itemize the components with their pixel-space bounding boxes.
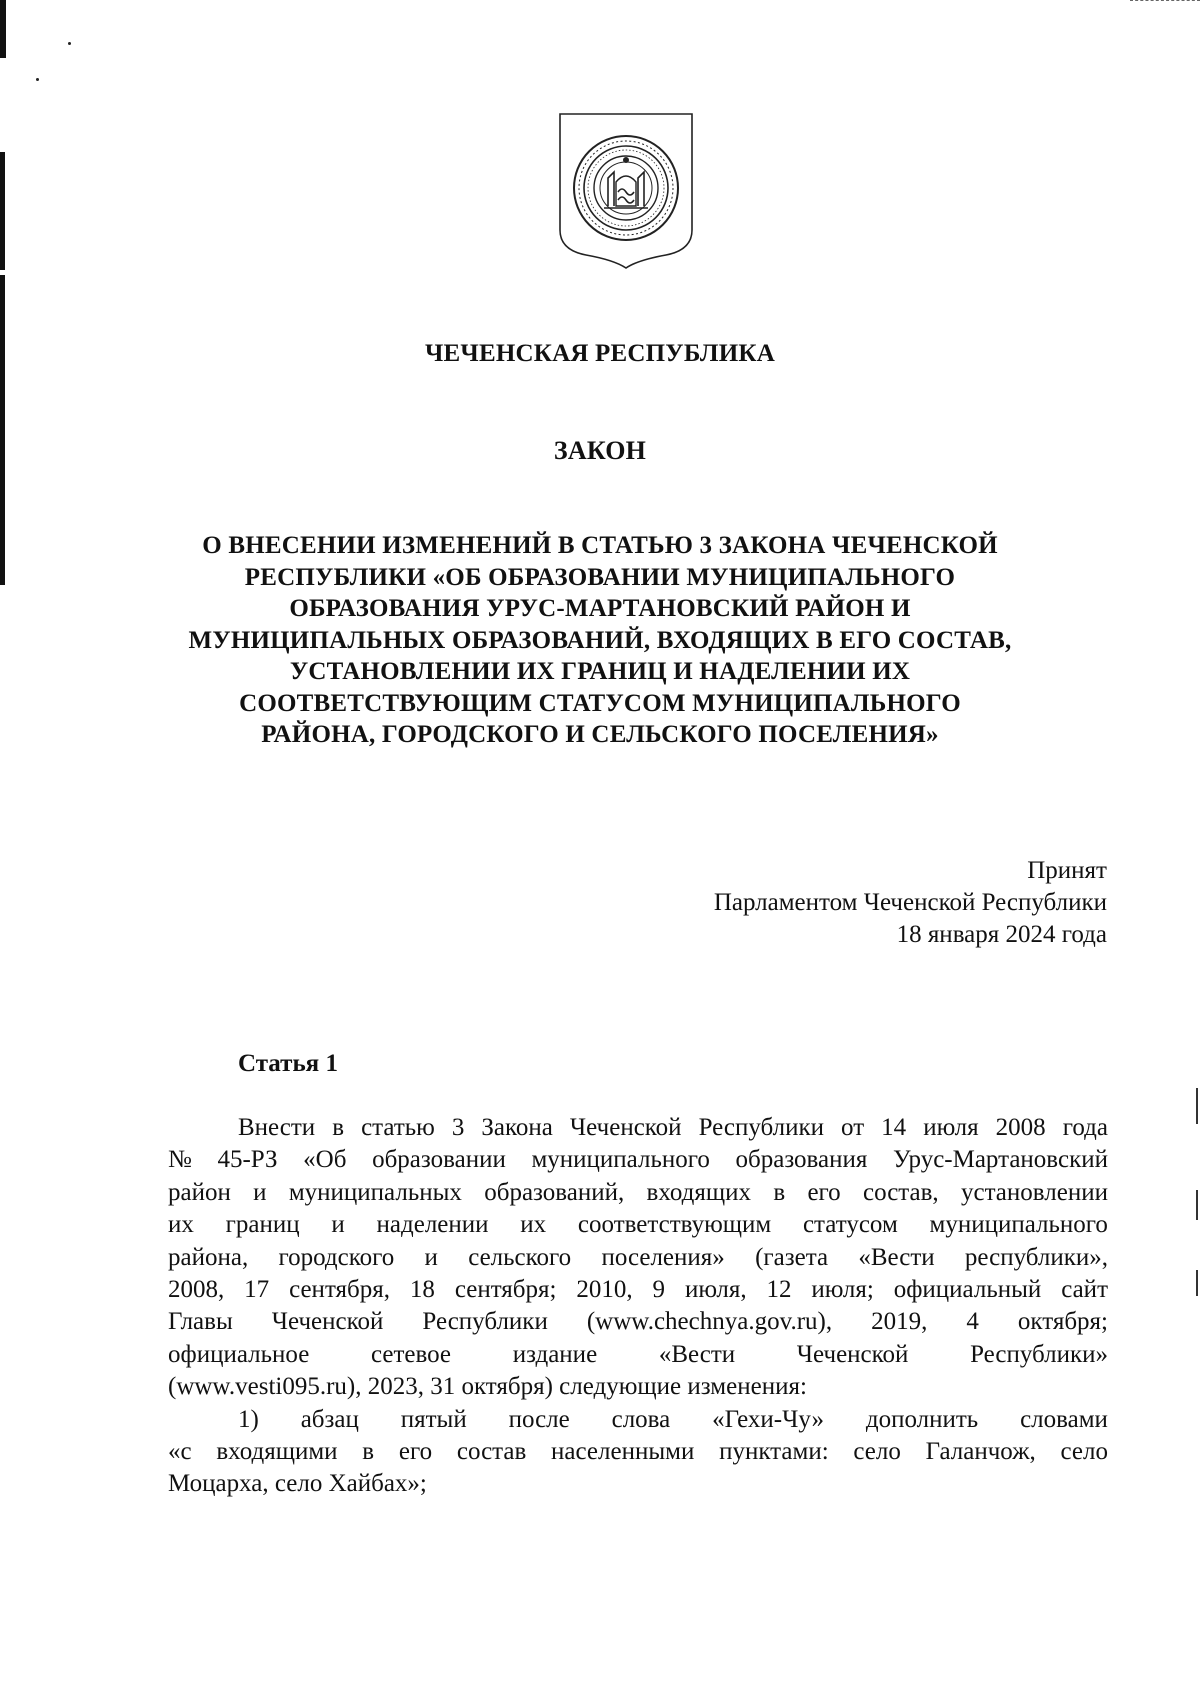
article-word: июля; — [811, 1276, 874, 1304]
law-title — [0, 530, 1200, 751]
article-heading: Статья 1 — [238, 1050, 338, 1077]
article-line-text: (www.vesti095.ru), 2023, 31 октября) следующие изменения: — [168, 1373, 807, 1401]
article-word: пятый — [400, 1405, 467, 1433]
article-word: и — [331, 1211, 345, 1239]
scan-edge-mark — [0, 152, 5, 270]
article-word: муниципального — [531, 1146, 710, 1174]
article-line — [168, 1339, 1108, 1371]
law-title-line: О ВНЕСЕНИИ ИЗМЕНЕНИЙ В СТАТЬЮ 3 ЗАКОНА ЧЕЧЕНСКОЙ — [202, 532, 998, 559]
scan-edge-mark — [1130, 0, 1200, 3]
law-title-line: РАЙОНА, ГОРОДСКОГО И СЕЛЬСКОГО ПОСЕЛЕНИЯ» — [261, 721, 939, 748]
article-word: Чеченской — [569, 1114, 682, 1141]
article-word: 3 — [451, 1114, 465, 1141]
article-word: Главы — [168, 1308, 233, 1336]
article-line — [168, 1209, 1108, 1241]
article-word: образований, — [484, 1178, 625, 1206]
article-word: после — [508, 1405, 570, 1433]
article-word: (www.chechnya.gov.ru), — [586, 1308, 833, 1336]
adoption-line: Парламентом Чеченской Республики — [713, 889, 1107, 916]
article-word: официальный — [893, 1276, 1042, 1304]
article-word: 14 — [881, 1114, 907, 1141]
article-word: состав, — [862, 1178, 939, 1206]
article-line — [168, 1371, 1108, 1403]
article-word: слова — [611, 1405, 671, 1433]
article-word: Республики — [698, 1114, 824, 1141]
article-word: 1) — [238, 1405, 259, 1433]
article-word: состав — [456, 1438, 527, 1466]
article-word: «Вести — [658, 1340, 736, 1368]
article-word: образовании — [372, 1146, 506, 1174]
article-word: словами — [1020, 1405, 1108, 1433]
adoption-date: 18 января 2024 года — [896, 921, 1107, 948]
adoption-line: Принят — [1027, 857, 1107, 884]
article-word: городского — [278, 1243, 395, 1271]
law-title-line: ОБРАЗОВАНИЯ УРУС-МАРТАНОВСКИЙ РАЙОН И — [289, 595, 911, 622]
scan-edge-mark — [1196, 1190, 1198, 1220]
article-word: Республики» — [970, 1340, 1108, 1368]
document-type-heading: ЗАКОН — [553, 436, 647, 465]
article-word: и — [424, 1243, 438, 1271]
article-word: Внести — [238, 1114, 316, 1141]
article-line — [168, 1306, 1108, 1338]
article-word: 18 — [409, 1276, 435, 1304]
article-word: (газета — [755, 1243, 829, 1271]
article-word: «с — [168, 1438, 192, 1466]
article-word: статью — [361, 1114, 435, 1141]
article-word: 9 — [652, 1276, 666, 1304]
article-word: от — [841, 1114, 865, 1141]
article-word: октября; — [1017, 1308, 1108, 1336]
article-word: населенными — [551, 1438, 695, 1466]
article-word: 2019, — [871, 1308, 928, 1336]
article-word: 45-РЗ — [217, 1146, 278, 1174]
article-word: «Вести — [858, 1243, 935, 1271]
law-title-line: УСТАНОВЛЕНИИ ИХ ГРАНИЦ И НАДЕЛЕНИИ ИХ — [289, 658, 911, 685]
article-word: 2010, — [576, 1276, 633, 1304]
law-title-line: РЕСПУБЛИКИ «ОБ ОБРАЗОВАНИИ МУНИЦИПАЛЬНОГО — [244, 563, 956, 591]
article-word: село — [853, 1438, 901, 1466]
article-word: сетевое — [370, 1340, 452, 1368]
scan-edge-mark — [0, 0, 6, 58]
article-line — [168, 1468, 1108, 1500]
article-word: района, — [168, 1243, 249, 1271]
article-word: район — [168, 1178, 231, 1206]
article-word: Республики — [422, 1308, 548, 1336]
article-word: Урус-Мартановский — [893, 1146, 1108, 1174]
article-word: издание — [512, 1340, 598, 1368]
article-word: границ — [225, 1211, 300, 1239]
article-word: Чеченской — [271, 1308, 384, 1336]
article-word: 2008, — [168, 1276, 225, 1304]
article-word: 12 — [766, 1276, 792, 1304]
article-word: Чеченской — [796, 1340, 909, 1368]
article-word: его — [398, 1438, 433, 1466]
article-word: образования — [735, 1146, 868, 1174]
adoption-block — [714, 855, 1107, 951]
article-line-text: Моцарха, село Хайбах»; — [168, 1470, 427, 1498]
coat-of-arms-icon — [556, 110, 696, 270]
article-word: пунктами: — [719, 1438, 829, 1466]
article-word: Галанчож, — [925, 1438, 1036, 1466]
article-word: абзац — [300, 1405, 359, 1433]
article-word: сельского — [468, 1243, 572, 1271]
article-word: сентября; — [454, 1276, 557, 1304]
scan-speck — [36, 78, 39, 81]
article-word: республики», — [964, 1243, 1108, 1271]
article-word: поселения» — [601, 1243, 725, 1271]
article-word: и — [253, 1178, 267, 1206]
article-word: их — [168, 1211, 194, 1239]
article-word: наделении — [376, 1211, 489, 1239]
article-line — [168, 1144, 1108, 1176]
scan-edge-mark — [1196, 1088, 1198, 1124]
article-word: соответствующим — [577, 1211, 772, 1239]
article-line — [168, 1436, 1108, 1468]
article-word: дополнить — [865, 1405, 979, 1433]
article-word: «Гехи-Чу» — [712, 1405, 824, 1433]
article-word: входящих — [646, 1178, 752, 1206]
republic-heading: ЧЕЧЕНСКАЯ РЕСПУБЛИКА — [425, 340, 775, 367]
article-word: установлении — [960, 1178, 1108, 1206]
article-word: июля, — [684, 1276, 747, 1304]
article-word: входящими — [216, 1438, 338, 1466]
article-word: Закона — [481, 1114, 553, 1141]
article-word: село — [1060, 1438, 1108, 1466]
article-word: сентября, — [289, 1276, 391, 1304]
article-word: «Об — [303, 1146, 347, 1174]
article-word: в — [362, 1438, 375, 1466]
law-title-line: МУНИЦИПАЛЬНЫХ ОБРАЗОВАНИЙ, ВХОДЯЩИХ В ЕГО СОСТАВ, — [188, 626, 1012, 654]
article-word: статусом — [802, 1211, 898, 1239]
scan-edge-mark — [1196, 1270, 1198, 1296]
article-word: 2008 — [995, 1114, 1046, 1141]
law-title-line: СООТВЕТСТВУЮЩИМ СТАТУСОМ МУНИЦИПАЛЬНОГО — [239, 689, 961, 717]
article-word: в — [773, 1178, 786, 1206]
article-word: июля — [923, 1114, 979, 1141]
article-word: 17 — [244, 1276, 270, 1304]
article-word: его — [807, 1178, 841, 1206]
article-line — [168, 1404, 1108, 1436]
article-word: сайт — [1061, 1276, 1108, 1304]
article-word: их — [520, 1211, 547, 1239]
article-word: в — [332, 1114, 345, 1141]
article-line — [168, 1177, 1108, 1209]
article-word: муниципальных — [288, 1178, 462, 1206]
scan-speck — [68, 42, 71, 45]
article-line — [168, 1112, 1108, 1144]
article-line — [168, 1242, 1108, 1274]
article-word: № — [168, 1146, 192, 1174]
article-word: 4 — [966, 1308, 979, 1336]
article-word: официальное — [168, 1340, 310, 1368]
article-body — [168, 1112, 1108, 1501]
article-word: года — [1062, 1114, 1108, 1141]
article-word: муниципального — [929, 1211, 1108, 1239]
article-line — [168, 1274, 1108, 1306]
